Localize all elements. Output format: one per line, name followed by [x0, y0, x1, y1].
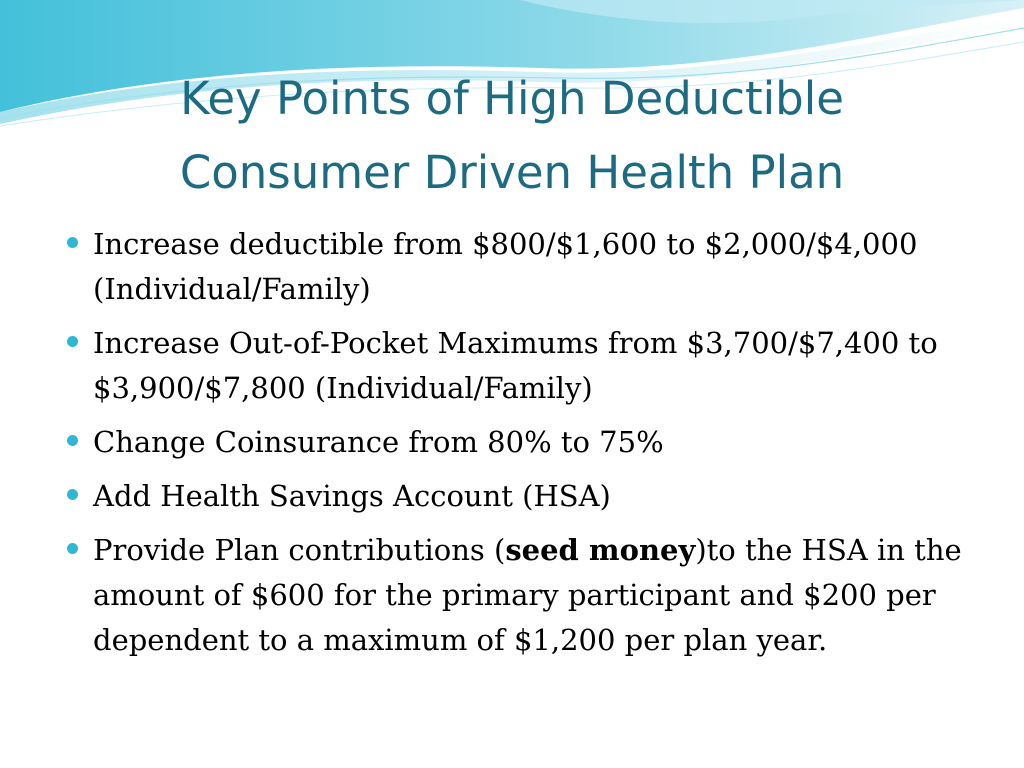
slide-title: Key Points of High Deductible Consumer Driven Health Plan: [179, 72, 845, 199]
bullet-text: Change Coinsurance from 80% to 75%: [93, 425, 664, 459]
bullet-text: Increase Out-of-Pocket Maximums from $3,700/$7,400 to $3,900/$7,800 (Individual/Family): [93, 326, 938, 405]
bullet-dot-icon: [67, 435, 78, 446]
bullet-item: [62, 474, 967, 519]
bullet-text: [93, 533, 962, 657]
bullet-dot-icon: [67, 336, 78, 347]
bullet-text-before: Provide Plan contributions (: [93, 533, 506, 567]
bullet-text-after: )to the HSA in the amount of $600 for the primary participant and $200 per dependent to a maximum of $1,200 per plan year.: [93, 533, 962, 657]
bullet-item: [62, 420, 967, 465]
bullet-dot-icon: [67, 543, 78, 554]
bullet-list: [62, 222, 967, 672]
bullet-text: Increase deductible from $800/$1,600 to $2,000/$4,000 (Individual/Family): [93, 227, 918, 306]
bullet-dot-icon: [67, 489, 78, 500]
bullet-item: [62, 222, 967, 312]
bullet-item: [62, 528, 967, 663]
bullet-text-bold: seed money: [505, 533, 696, 567]
bullet-dot-icon: [67, 237, 78, 248]
bullet-text: Add Health Savings Account (HSA): [93, 479, 611, 513]
bullet-item: [62, 321, 967, 411]
